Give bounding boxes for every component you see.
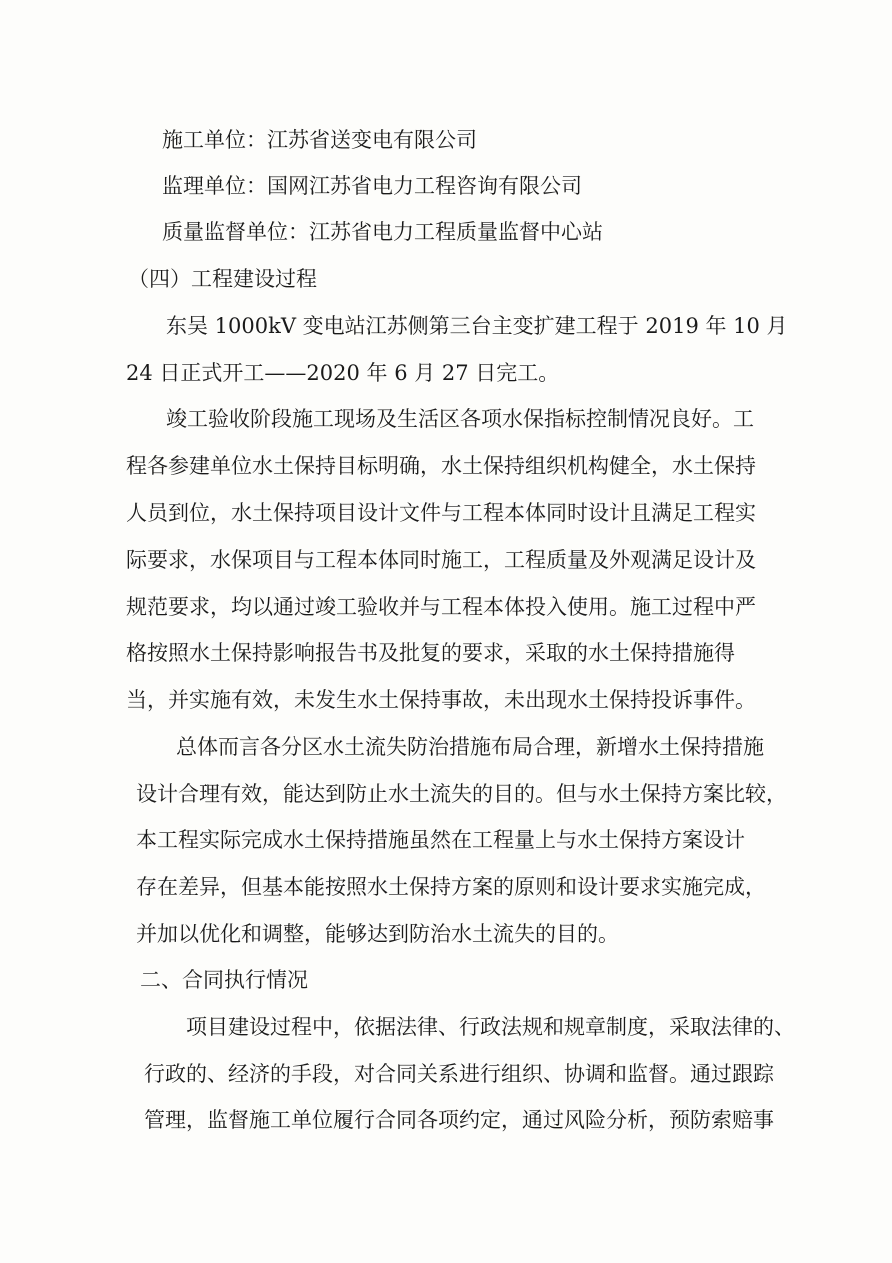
paragraph-line: 本工程实际完成水土保持措施虽然在工程量上与水土保持方案设计 — [136, 828, 745, 852]
construction-unit-line: 施工单位：江苏省送变电有限公司 — [162, 128, 477, 152]
paragraph-line: 竣工验收阶段施工现场及生活区各项水保指标控制情况良好。工 — [166, 407, 754, 431]
paragraph-line: 行政的、经济的手段，对合同关系进行组织、协调和监督。通过跟踪 — [144, 1062, 774, 1086]
paragraph-line: 并加以优化和调整，能够达到防治水土流失的目的。 — [136, 922, 619, 946]
paragraph-line: 设计合理有效，能达到防止水土流失的目的。但与水土保持方案比较， — [136, 782, 787, 806]
paragraph-line: 格按照水土保持影响报告书及批复的要求，采取的水土保持措施得 — [126, 641, 735, 665]
paragraph-line: 管理，监督施工单位履行合同各项约定，通过风险分析，预防索赔事 — [144, 1108, 774, 1132]
paragraph-line: 际要求，水保项目与工程本体同时施工，工程质量及外观满足设计及 — [126, 548, 756, 572]
paragraph-line: 人员到位，水土保持项目设计文件与工程本体同时设计且满足工程实 — [126, 501, 756, 525]
section-four-heading: （四）工程建设过程 — [128, 267, 317, 291]
paragraph-line: 项目建设过程中，依据法律、行政法规和规章制度，采取法律的、 — [186, 1015, 795, 1039]
paragraph-line: 24 日正式开工——2020 年 6 月 27 日完工。 — [126, 361, 560, 385]
paragraph-line: 规范要求，均以通过竣工验收并与工程本体投入使用。施工过程中严 — [126, 595, 756, 619]
paragraph-line: 总体而言各分区水土流失防治措施布局合理，新增水土保持措施 — [176, 735, 764, 759]
paragraph-line: 东吴 1000kV 变电站江苏侧第三台主变扩建工程于 2019 年 10 月 — [166, 314, 788, 338]
supervision-unit-line: 监理单位：国网江苏省电力工程咨询有限公司 — [162, 174, 582, 198]
section-two-heading: 二、合同执行情况 — [140, 968, 308, 992]
paragraph-line: 当，并实施有效，未发生水土保持事故，未出现水土保持投诉事件。 — [126, 688, 756, 712]
paragraph-line: 程各参建单位水土保持目标明确，水土保持组织机构健全，水土保持 — [126, 454, 756, 478]
paragraph-line: 存在差异，但基本能按照水土保持方案的原则和设计要求实施完成， — [136, 875, 766, 899]
quality-supervision-unit-line: 质量监督单位：江苏省电力工程质量监督中心站 — [162, 220, 603, 244]
